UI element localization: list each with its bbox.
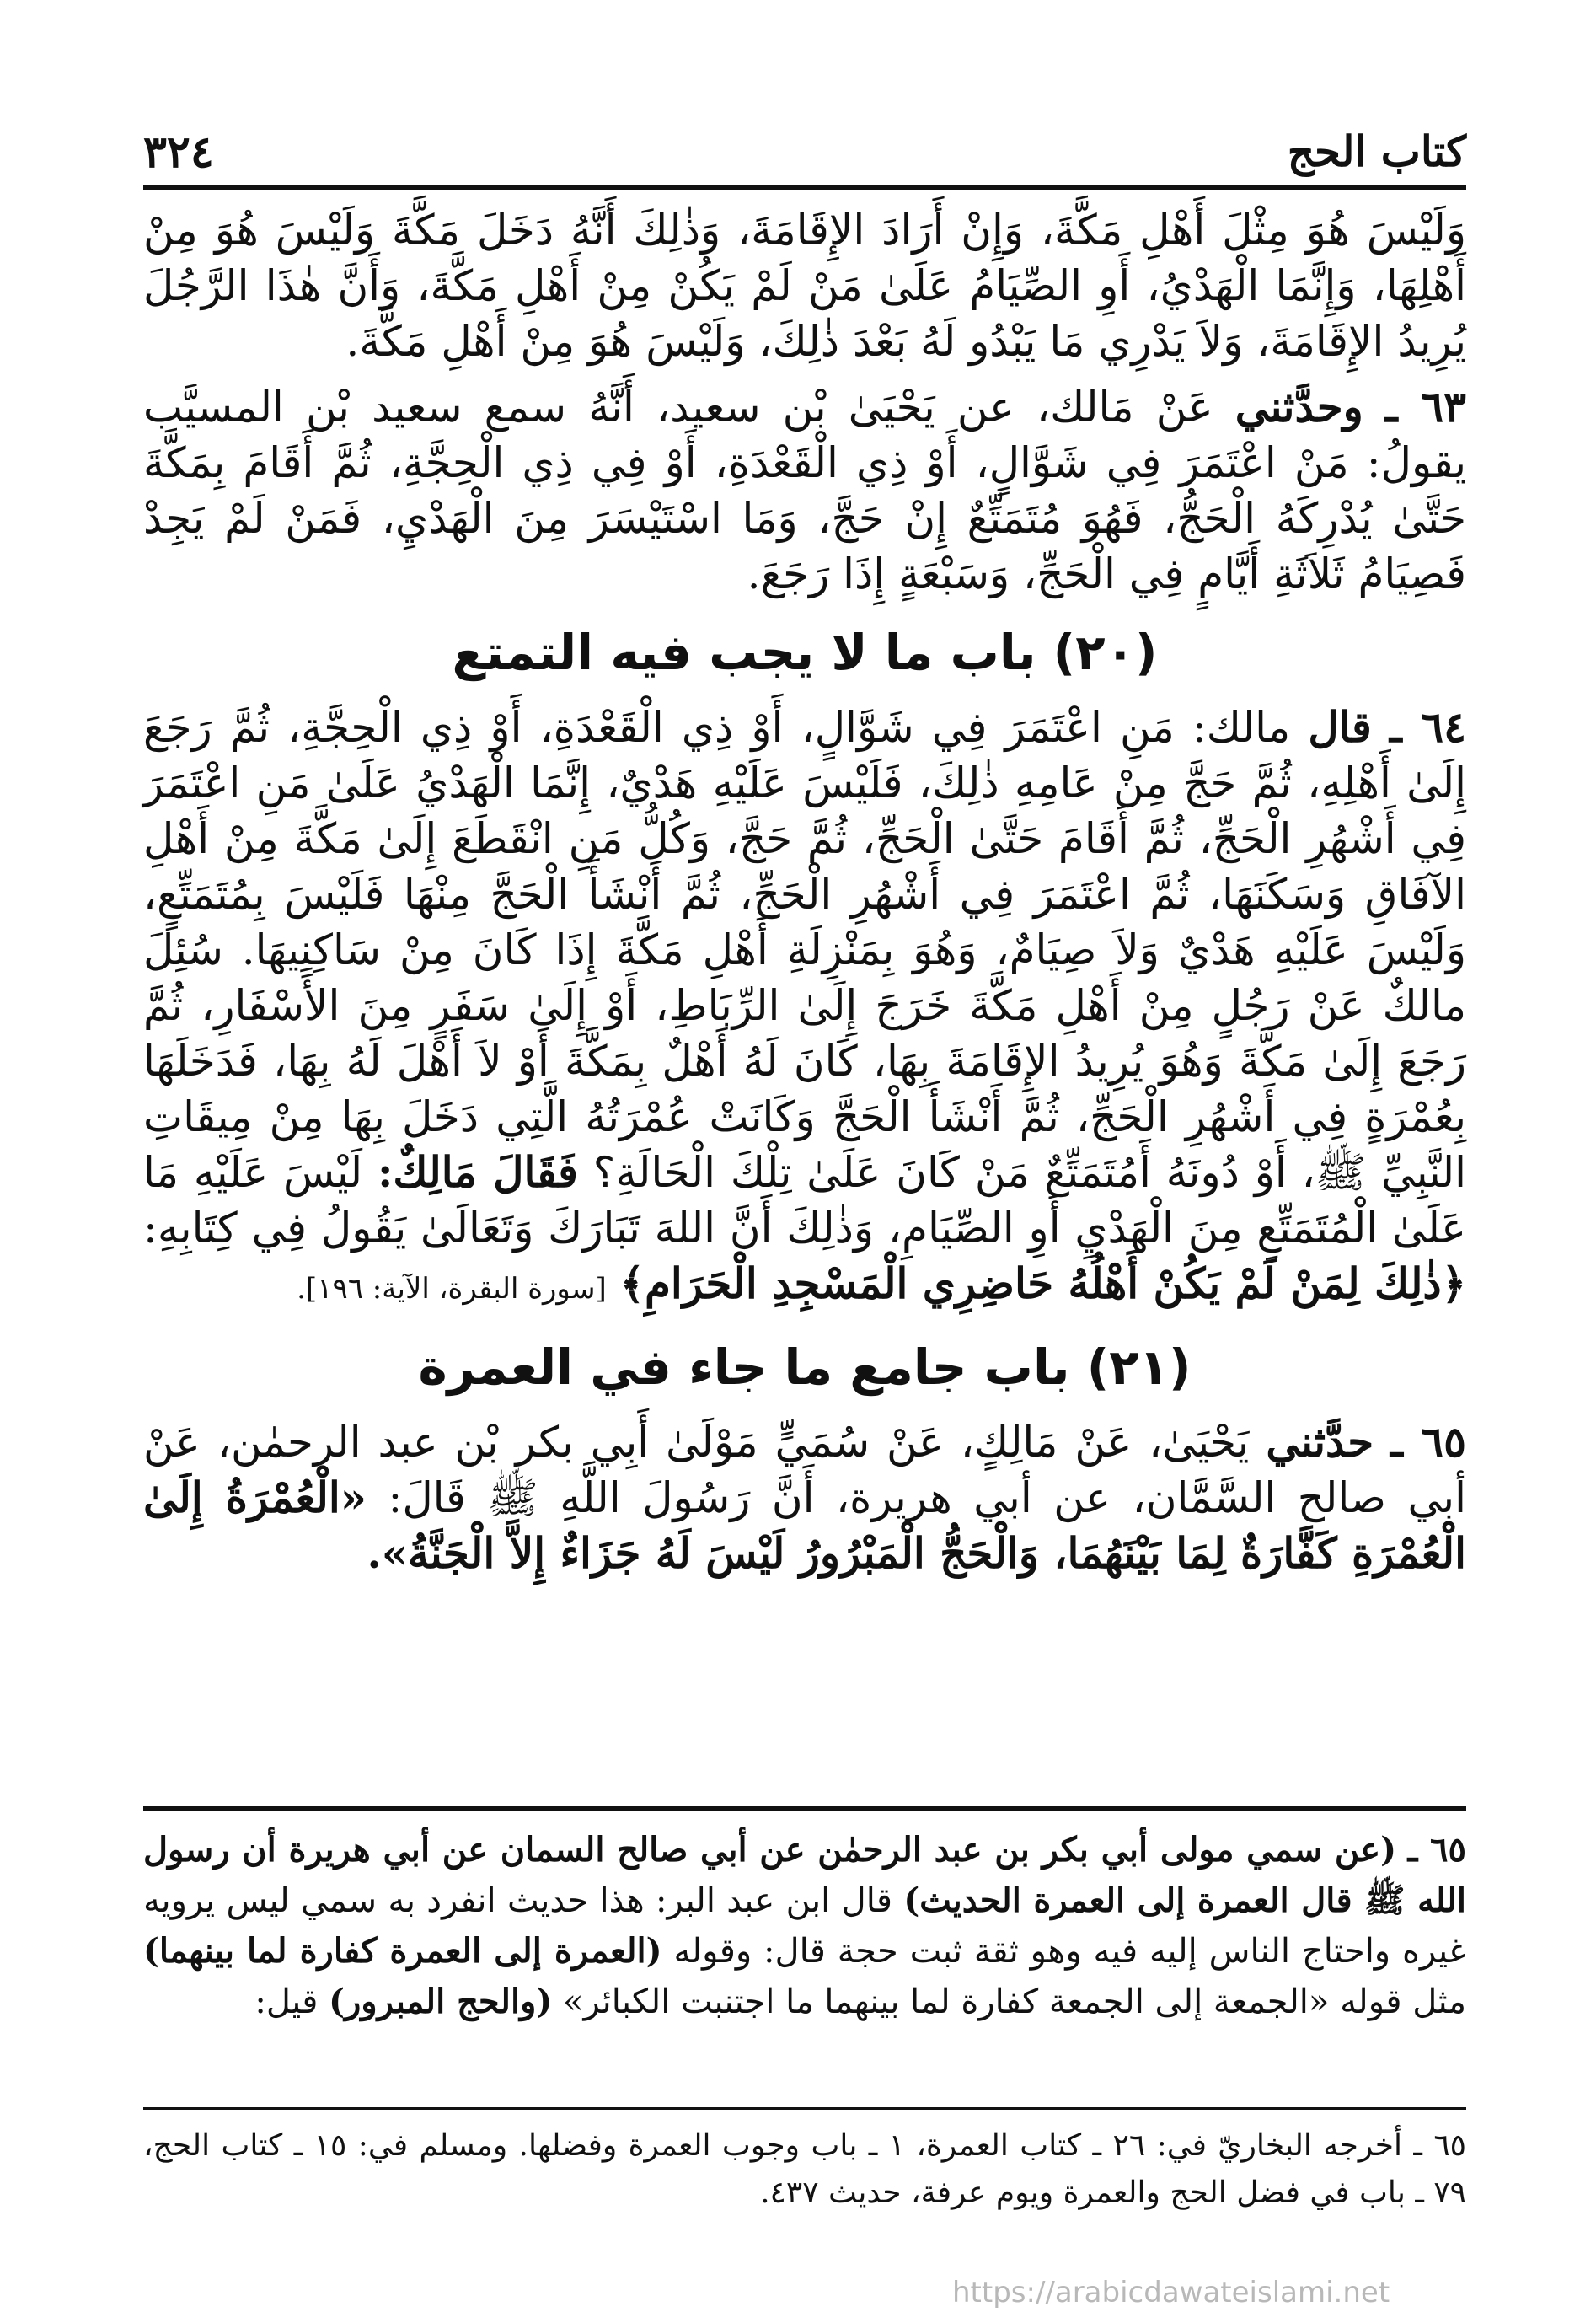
paragraph-continued: وَلَيْسَ هُوَ مِثْلَ أَهْلِ مَكَّةَ، وَإِنْ أَرَادَ الإِقَامَةَ، وَذٰلِكَ أَنَّهُ دَخَلَ مَكَّةَ وَلَيْسَ هُوَ مِنْ أَهْلِهَا، وَإِنَّمَا الْهَدْيُ، أَوِ الصِّيَامُ عَلَىٰ مَنْ لَمْ يَكُنْ مِنْ أَهْلِ مَكَّةَ، وَأَنَّ هٰذَا الرَّجُلَ يُرِيدُ الإِقَامَةَ، وَلاَ يَدْرِي مَا يَبْدُو لَهُ بَعْدَ ذٰلِكَ، وَلَيْسَ هُوَ مِنْ أَهْلِ مَكَّةَ. [143,206,1466,366]
commentary-text: قال ابن عبد البر: هذا حديث انفرد به سمي ليس يرويه غيره واحتاج الناس إليه فيه وهو ثقة ثبت حجة قال: وقوله [143,1881,1466,1971]
hadith-64 [143,700,1466,1317]
main-text [143,202,1466,1591]
commentary-65 [143,1825,1466,2027]
watermark: https://arabicdawateislami.net [952,2276,1390,2310]
hadith-opener: قال [1308,702,1372,752]
quran-reference: [سورة البقرة، الآية: ١٩٦]. [297,1272,607,1306]
running-title: كتاب الحج [1287,126,1466,176]
hadith-quote: «الْعُمْرَةُ إِلَىٰ الْعُمْرَةِ كَفَّارَةٌ لِمَا بَيْنَهُمَا، وَالْحَجُّ الْمَبْرُورُ لَيْسَ لَهُ جَزَاءٌ إِلاَّ الْجَنَّةُ». [143,1473,1466,1578]
footnotes [143,2122,1466,2217]
hadith-number: ٦٥ ـ [1390,1417,1466,1467]
hadith-text: عَنْ مَالك، عن يَحْيَىٰ بْن سعيد، أَنَّهُ سمع سعيد بْن المسيَّب يقولُ: مَنْ اعْتَمَرَ فِي شَوَّالٍ، أَوْ ذِي الْقَعْدَةِ، أَوْ فِي ذِي الْحِجَّةِ، ثُمَّ أَقَامَ بِمَكَّةَ حَتَّىٰ يُدْرِكَهُ الْحَجُّ، فَهُوَ مُتَمَتِّعٌ إِنْ حَجَّ، وَمَا اسْتَيْسَرَ مِنَ الْهَدْيِ، فَمَنْ لَمْ يَجِدْ فَصِيَامُ ثَلاَثَةِ أَيَّامٍ فِي الْحَجِّ، وَسَبْعَةٍ إِذَا رَجَعَ. [143,383,1466,598]
hadith-text: يَحْيَىٰ، عَنْ مَالِكٍ، عَنْ سُمَيٍّ مَوْلَىٰ أَبِي بكر بْن عبد الرحمٰن، عَنْ أبي صالح السَّمَّان، عن أبي هريرة، أَنَّ رَسُولَ اللَّهِ ﷺ قَالَ: [143,1418,1466,1522]
chapter-heading-20: (٢٠) باب ما لا يجب فيه التمتع [452,624,1158,681]
commentary-text: قيل: [254,1982,319,2021]
footnote-65: ٦٥ ـ أخرجه البخاريّ في: ٢٦ ـ كتاب العمرة، ١ ـ باب وجوب العمرة وفضلها. ومسلم في: ١٥ ـ كتاب الحج، ٧٩ ـ باب في فضل الحج والعمرة ويوم عرفة، حديث ٤٣٧. [143,2128,1466,2210]
hadith-opener: وحدَّثني [1234,382,1363,432]
commentary-text: مثل قوله «الجمعة إلى الجمعة كفارة لما بينهما ما اجتنبت الكبائر» [563,1982,1466,2021]
chapter-heading-21: (٢١) باب جامع ما جاء في العمرة [418,1339,1192,1396]
hadith-63 [143,379,1466,602]
hadith-text: مالك: مَنِ اعْتَمَرَ فِي شَوَّالٍ، أَوْ ذِي الْقَعْدَةِ، أَوْ ذِي الْحِجَّةِ، ثُمَّ رَجَعَ إِلَىٰ أَهْلِهِ، ثُمَّ حَجَّ مِنْ عَامِهِ ذٰلِكَ، فَلَيْسَ عَلَيْهِ هَدْيٌ، إِنَّمَا الْهَدْيُ عَلَىٰ مَنِ اعْتَمَرَ فِي أَشْهُرِ الْحَجِّ، ثُمَّ أَقَامَ حَتَّىٰ الْحَجِّ، ثُمَّ حَجَّ، وَكُلُّ مَنِ انْقَطَعَ إِلَىٰ مَكَّةَ مِنْ أَهْلِ الآفَاقِ وَسَكَنَهَا، ثُمَّ اعْتَمَرَ فِي أَشْهُرِ الْحَجِّ، ثُمَّ أَنْشَأَ الْحَجَّ مِنْهَا فَلَيْسَ بِمُتَمَتِّعٍ، وَلَيْسَ عَلَيْهِ هَدْيٌ وَلاَ صِيَامٌ، وَهُوَ بِمَنْزِلَةِ أَهْلِ مَكَّةَ إِذَا كَانَ مِنْ سَاكِنِيهَا. سُئِلَ مالكٌ عَنْ رَجُلٍ مِنْ أَهْلِ مَكَّةَ خَرَجَ إِلَىٰ الرِّبَاطِ، أَوْ إِلَىٰ سَفَرٍ مِنَ الأَسْفَارِ، ثُمَّ رَجَعَ إِلَىٰ مَكَّةَ وَهُوَ يُرِيدُ الإِقَامَةَ بِهَا، كَانَ لَهُ أَهْلٌ بِمَكَّةَ أَوْ لاَ أَهْلَ لَهُ بِهَا، فَدَخَلَهَا بِعُمْرَةٍ فِي أَشْهُرِ الْحَجِّ، ثُمَّ أَنْشَأَ الْحَجَّ وَكَانَتْ عُمْرَتُهُ الَّتِي دَخَلَ بِهَا مِنْ مِيقَاتِ النَّبِيِّ ﷺ، أَوْ دُونَهُ أَمُتَمَتِّعٌ مَنْ كَانَ عَلَىٰ تِلْكَ الْحَالَةِ؟ [143,703,1466,1197]
hadith-number: ٦٤ ـ [1389,702,1466,752]
hadith-bold-phrase: فَقَالَ مَالِكٌ: [377,1147,578,1197]
commentary-number: ٦٥ ـ [1407,1830,1466,1870]
hadith-text-continued: لَيْسَ عَلَيْهِ مَا عَلَىٰ الْمُتَمَتِّعِ مِنَ الْهَدْيِ أَوِ الصِّيَامِ، وَذٰلِكَ أَنَّ اللهَ تَبَارَكَ وَتَعَالَىٰ يَقُولُ فِي كِتَابِهِ: [143,1148,1466,1253]
commentary-separator [143,1806,1466,1811]
hadith-65 [143,1414,1466,1581]
commentary-bold: (عن سمي مولى أبي بكر بن عبد الرحمٰن عن أبي صالح السمان عن أبي هريرة أن رسول الله ﷺ قال العمرة إلى العمرة الحديث) [143,1830,1467,1920]
hadith-number: ٦٣ ـ [1384,382,1466,432]
hadith-opener: حدَّثني [1266,1417,1374,1467]
page-number: ٣٢٤ [143,126,214,178]
commentary-bold: (والحج المبرور) [329,1982,553,2021]
commentary [143,1825,1466,2027]
footnote-separator [143,2107,1466,2110]
quran-verse: ﴿ذٰلِكَ لِمَنْ لَمْ يَكُنْ أَهْلُهُ حَاضِرِي الْمَسْجِدِ الْحَرَامِ﴾ [619,1258,1466,1308]
commentary-bold: (العمرة إلى العمرة كفارة لما بينهما) [143,1931,662,1971]
page-header [143,126,1466,190]
